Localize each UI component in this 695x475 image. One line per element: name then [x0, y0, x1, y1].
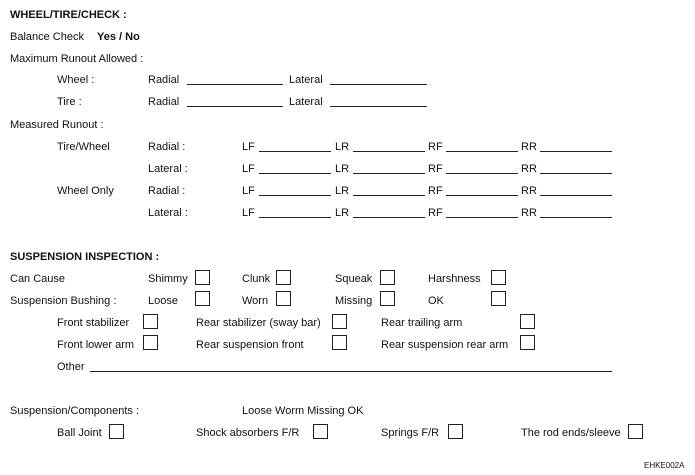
tw-lateral-rr-field[interactable]: [540, 173, 612, 174]
wo-radial-lr-label: LR: [335, 185, 350, 197]
clunk-label: Clunk: [242, 273, 271, 285]
rear-stabilizer-checkbox[interactable]: [332, 314, 347, 329]
wo-radial-rf-label: RF: [428, 185, 443, 197]
missing-checkbox[interactable]: [380, 291, 395, 306]
shimmy-checkbox[interactable]: [195, 270, 210, 285]
max-tire-radial-field[interactable]: [187, 106, 283, 107]
rear-stabilizer-label: Rear stabilizer (sway bar): [196, 317, 321, 329]
springs-label: Springs F/R: [381, 427, 440, 439]
tw-lateral-lr-field[interactable]: [353, 173, 425, 174]
shimmy-label: Shimmy: [148, 273, 188, 285]
max-wheel-radial-field[interactable]: [187, 84, 283, 85]
can-cause-label: Can Cause: [10, 273, 66, 285]
tw-lateral-rf-label: RF: [428, 163, 443, 175]
wo-lateral-rf-field[interactable]: [446, 217, 518, 218]
tw-radial-rf-label: RF: [428, 141, 443, 153]
tw-lateral-rf-field[interactable]: [446, 173, 518, 174]
worn-label: Worn: [242, 295, 269, 307]
other-field[interactable]: [90, 371, 612, 372]
rear-suspension-front-checkbox[interactable]: [332, 335, 347, 350]
tw-radial-lf-field[interactable]: [259, 151, 331, 152]
wo-lateral-rr-label: RR: [521, 207, 537, 219]
other-label: Other: [57, 361, 85, 373]
tw-radial-lf-label: LF: [242, 141, 255, 153]
ball-joint-label: Ball Joint: [57, 427, 102, 439]
wo-lateral-lf-label: LF: [242, 207, 255, 219]
suspension-inspection-heading: SUSPENSION INSPECTION :: [10, 251, 160, 263]
ok-checkbox[interactable]: [491, 291, 506, 306]
tw-lateral-lf-field[interactable]: [259, 173, 331, 174]
max-tire-radial-label: Radial: [148, 96, 180, 108]
wheel-tire-check-heading: WHEEL/TIRE/CHECK :: [10, 9, 127, 21]
max-runout-label: Maximum Runout Allowed :: [10, 53, 144, 65]
harshness-checkbox[interactable]: [491, 270, 506, 285]
squeak-checkbox[interactable]: [380, 270, 395, 285]
tire-wheel-label: Tire/Wheel: [57, 141, 110, 153]
wo-lateral-lr-field[interactable]: [353, 217, 425, 218]
tw-radial-label: Radial :: [148, 141, 186, 153]
wo-radial-rr-label: RR: [521, 185, 537, 197]
max-wheel-lateral-label: Lateral: [289, 74, 323, 86]
wo-radial-lf-field[interactable]: [259, 195, 331, 196]
balance-check-options: Yes / No: [97, 31, 140, 43]
worn-checkbox[interactable]: [276, 291, 291, 306]
shock-absorbers-label: Shock absorbers F/R: [196, 427, 300, 439]
loose-checkbox[interactable]: [195, 291, 210, 306]
loose-label: Loose: [148, 295, 178, 307]
ball-joint-checkbox[interactable]: [109, 424, 124, 439]
tw-radial-rr-label: RR: [521, 141, 537, 153]
max-wheel-label: Wheel :: [57, 74, 95, 86]
front-lower-arm-checkbox[interactable]: [143, 335, 158, 350]
rear-suspension-rear-arm-label: Rear suspension rear arm: [381, 339, 509, 351]
wo-radial-rr-field[interactable]: [540, 195, 612, 196]
bushing-label: Suspension Bushing :: [10, 295, 117, 307]
wo-radial-lf-label: LF: [242, 185, 255, 197]
wo-lateral-lf-field[interactable]: [259, 217, 331, 218]
shock-absorbers-checkbox[interactable]: [313, 424, 328, 439]
missing-label: Missing: [335, 295, 373, 307]
tw-lateral-lr-label: LR: [335, 163, 350, 175]
rear-suspension-front-label: Rear suspension front: [196, 339, 304, 351]
wheel-only-label: Wheel Only: [57, 185, 114, 197]
max-tire-lateral-field[interactable]: [330, 106, 427, 107]
max-wheel-radial-label: Radial: [148, 74, 180, 86]
front-stabilizer-label: Front stabilizer: [57, 317, 130, 329]
wo-lateral-rr-field[interactable]: [540, 217, 612, 218]
max-wheel-lateral-field[interactable]: [330, 84, 427, 85]
rod-ends-checkbox[interactable]: [628, 424, 643, 439]
front-stabilizer-checkbox[interactable]: [143, 314, 158, 329]
tw-lateral-lf-label: LF: [242, 163, 255, 175]
rear-suspension-rear-arm-checkbox[interactable]: [520, 335, 535, 350]
rear-trailing-arm-checkbox[interactable]: [520, 314, 535, 329]
squeak-label: Squeak: [335, 273, 373, 285]
wo-radial-rf-field[interactable]: [446, 195, 518, 196]
rear-trailing-arm-label: Rear trailing arm: [381, 317, 463, 329]
components-legend: Loose Worm Missing OK: [242, 405, 364, 417]
figure-code: EHKE002A: [644, 461, 685, 470]
max-tire-label: Tire :: [57, 96, 82, 108]
harshness-label: Harshness: [428, 273, 481, 285]
wo-lateral-label: Lateral :: [148, 207, 188, 219]
wo-radial-lr-field[interactable]: [353, 195, 425, 196]
wo-lateral-rf-label: RF: [428, 207, 443, 219]
tw-radial-rf-field[interactable]: [446, 151, 518, 152]
balance-check-label: Balance Check: [10, 31, 84, 43]
tw-radial-lr-field[interactable]: [353, 151, 425, 152]
wo-radial-label: Radial :: [148, 185, 186, 197]
springs-checkbox[interactable]: [448, 424, 463, 439]
front-lower-arm-label: Front lower arm: [57, 339, 135, 351]
tw-lateral-label: Lateral :: [148, 163, 188, 175]
tw-radial-lr-label: LR: [335, 141, 350, 153]
wo-lateral-lr-label: LR: [335, 207, 350, 219]
measured-runout-label: Measured Runout :: [10, 119, 104, 131]
clunk-checkbox[interactable]: [276, 270, 291, 285]
rod-ends-label: The rod ends/sleeve: [521, 427, 621, 439]
max-tire-lateral-label: Lateral: [289, 96, 323, 108]
tw-radial-rr-field[interactable]: [540, 151, 612, 152]
ok-label: OK: [428, 295, 444, 307]
components-label: Suspension/Components :: [10, 405, 140, 417]
tw-lateral-rr-label: RR: [521, 163, 537, 175]
